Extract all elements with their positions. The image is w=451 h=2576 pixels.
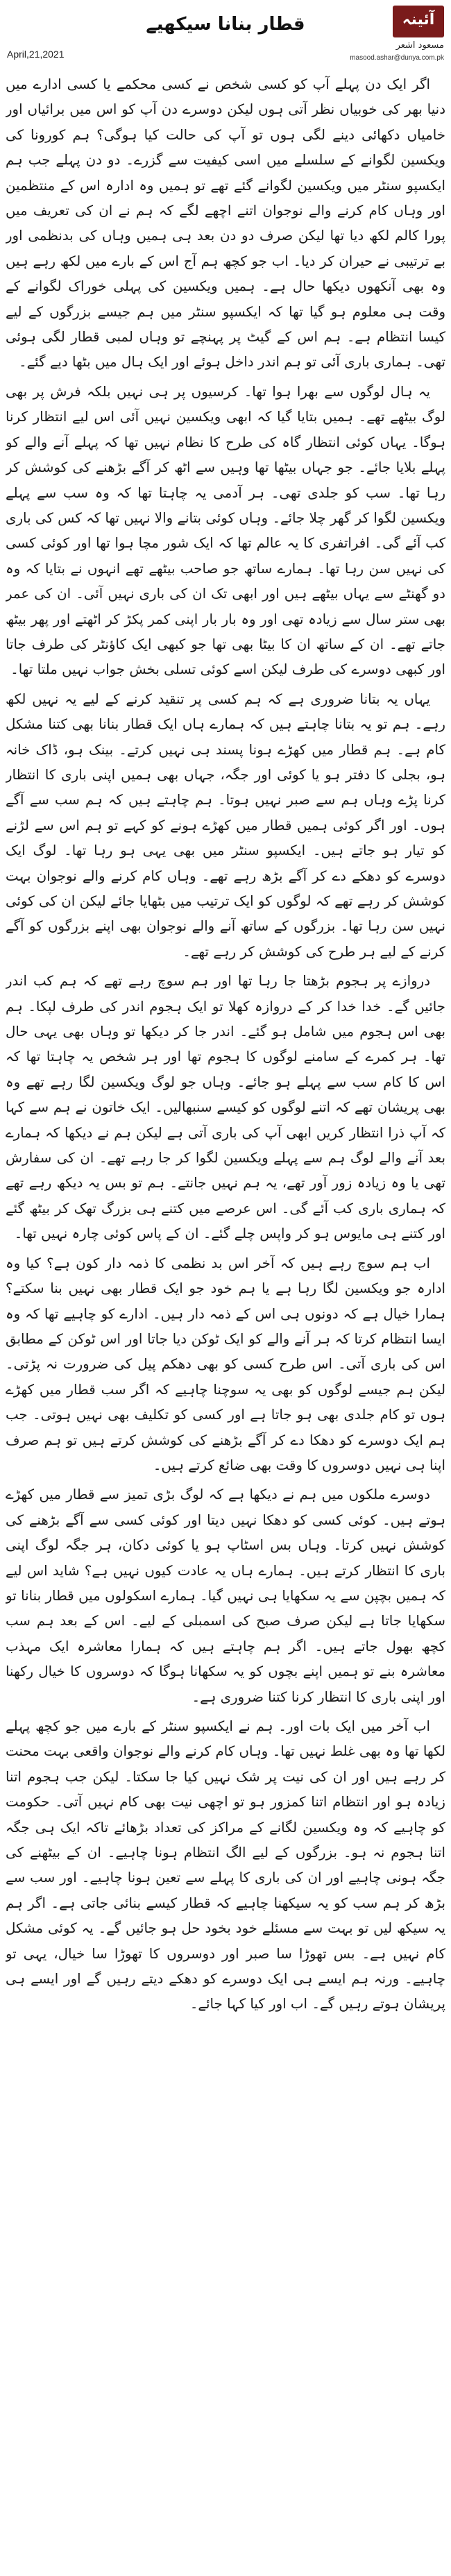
paragraph: یہ ہال لوگوں سے بھرا ہوا تھا۔ کرسیوں پر ہی نہیں بلکہ فرش پر بھی لوگ بیٹھے تھے۔ ہمیں بتایا گیا کہ ابھی ویکسین نہیں آئی اس لیے انتظار کرنا ہوگا۔ یہاں کوئی انتظار گاہ کی طرح کا نظام نہیں تھا کہ پہلے آنے والے کو پہلے بلایا جائے۔ جو جہاں بیٹھا تھا وہیں سے اٹھ کر آگے بڑھنے کی کوشش کر رہا تھا۔ سب کو جلدی تھی۔ ہر آدمی یہ چاہتا تھا کہ وہ سب سے پہلے ویکسین لگوا کر گھر چلا جائے۔ وہاں کوئی بتانے والا نہیں تھا کہ کس کی باری کب آئے گی۔ افراتفری کا یہ عالم تھا کہ ایک شور مچا ہوا تھا اور کوئی کسی کی نہیں سن رہا تھا۔ ہمارے ساتھ جو صاحب بیٹھے تھے انہوں نے بتایا کہ وہ دو گھنٹے سے یہاں بیٹھے ہیں اور ابھی تک ان کی باری نہیں آئی۔ ان کی عمر بھی ستر سال سے زیادہ تھی اور وہ بار بار اپنی کمر پکڑ کر اٹھتے اور پھر بیٹھ جاتے تھے۔ ان کے ساتھ ان کا بیٹا بھی تھا جو کبھی ایک کاؤنٹر کی طرف جاتا اور کبھی دوسرے کی طرف لیکن اسے کوئی تسلی بخش جواب نہیں ملتا تھا۔ [6,383,445,678]
paragraph: دوسرے ملکوں میں ہم نے دیکھا ہے کہ لوگ بڑی تمیز سے قطار میں کھڑے ہوتے ہیں۔ کوئی کسی کو دھکا نہیں دیتا اور کوئی کسی سے آگے بڑھنے کی کوشش نہیں کرتا۔ وہاں بس اسٹاپ ہو یا کوئی دکان، ہر جگہ لوگ اپنی باری کا انتظار کرتے ہیں۔ ہمارے ہاں یہ عادت کیوں نہیں ہے؟ شاید اس لیے کہ ہمیں بچپن سے یہ سکھایا ہی نہیں گیا۔ ہمارے اسکولوں میں قطار بنانا تو سکھایا جاتا ہے لیکن صرف صبح کی اسمبلی کے لیے۔ اس کے بعد ہم سب کچھ بھول جاتے ہیں۔ اگر ہم چاہتے ہیں کہ ہمارا معاشرہ ایک مہذب معاشرہ بنے تو ہمیں اپنے بچوں کو یہ سکھانا ہوگا کہ دوسروں کا خیال رکھنا اور اپنی باری کا انتظار کرنا کتنا ضروری ہے۔ [6,1486,445,1705]
paragraph: یہاں یہ بتانا ضروری ہے کہ ہم کسی پر تنقید کرنے کے لیے یہ نہیں لکھ رہے۔ ہم تو یہ بتانا چاہتے ہیں کہ ہمارے ہاں ایک قطار بنانا بھی کتنا مشکل کام ہے۔ ہم قطار میں کھڑے ہونا پسند ہی نہیں کرتے۔ بینک ہو، ڈاک خانہ ہو، بجلی کا دفتر ہو یا کوئی اور جگہ، جہاں بھی ہمیں اپنی باری کا انتظار کرنا پڑے وہاں ہم سے صبر نہیں ہوتا۔ ہم چاہتے ہیں کہ ہم سب سے آگے ہوں۔ اور اگر کوئی ہمیں قطار میں کھڑے ہونے کو کہے تو ہم اس سے لڑنے کو تیار ہو جاتے ہیں۔ ایکسپو سنٹر میں بھی یہی ہو رہا تھا۔ لوگ ایک دوسرے کو دھکے دے کر آگے بڑھ رہے تھے۔ وہاں کام کرنے والے نوجوان بہت کوشش کر رہے تھے کہ لوگوں کو ایک ترتیب میں بٹھایا جائے لیکن ان کی کوئی نہیں سن رہا تھا۔ بزرگوں کے ساتھ آنے والے نوجوان بھی اپنے بزرگوں کو آگے کرنے کے لیے ہر طرح کی کوشش کر رہے تھے۔ [6,690,445,960]
column-branding [347,6,444,67]
paragraph: اگر ایک دن پہلے آپ کو کسی شخص نے کسی محکمے یا کسی ادارے میں دنیا بھر کی خوبیاں نظر آتی ہوں لیکن دوسرے دن آپ کو اس میں برائیاں اور خامیاں دکھائی دینے لگی ہوں تو آپ کی حالت کیا ہوگی؟ ہم کورونا کی ویکسین لگوانے کے سلسلے میں اسی کیفیت سے گزرے۔ دو دن پہلے جب ہم ایکسپو سنٹر میں ویکسین لگوانے گئے تھے تو ہمیں وہ ادارہ اس کے منتظمین اور وہاں کام کرنے والے نوجوان اتنے اچھے لگے کہ ہم نے ان کی تعریف میں پورا کالم لکھ دیا تھا لیکن صرف دو دن بعد ہی ہمیں وہاں کی بدنظمی اور بے ترتیبی نے حیران کر دیا۔ اب جو کچھ ہم آج اس کے بارے میں لکھ رہے ہیں وہ بھی آنکھوں دیکھا حال ہے۔ ہمیں ویکسین کی پہلی خوراک لگوانے کے وقت ہی معلوم ہو گیا تھا کہ ایکسپو سنٹر میں ہم جیسے بزرگوں کے لیے کیسا انتظام ہے۔ ہم اس کے گیٹ پر پہنچے تو وہاں لمبی قطار لگی ہوئی تھی۔ ہماری باری آئی تو ہم اندر داخل ہوئے اور ایک ہال میں بٹھا دیے گئے۔ [6,76,445,371]
article-body [6,72,445,2568]
publish-date: April,21,2021 [7,49,65,60]
author-email: masood.ashar@dunya.com.pk [350,54,444,62]
paragraph: اب آخر میں ایک بات اور۔ ہم نے ایکسپو سنٹر کے بارے میں جو کچھ پہلے لکھا تھا وہ بھی غلط نہیں تھا۔ وہاں کام کرنے والے نوجوان واقعی بہت محنت کر رہے ہیں اور ان کی نیت پر شک نہیں کیا جا سکتا۔ لیکن جب ہجوم اتنا زیادہ ہو اور انتظام اتنا کمزور ہو تو اچھی نیت بھی کام نہیں آتی۔ حکومت کو چاہیے کہ وہ ویکسین لگانے کے مراکز کی تعداد بڑھائے تاکہ ایک ہی جگہ اتنا ہجوم نہ ہو۔ بزرگوں کے لیے الگ انتظام ہونا چاہیے۔ ان کے بیٹھنے کی جگہ ہونی چاہیے اور ان کی باری کا پہلے سے تعین ہونا چاہیے۔ اور سب سے بڑھ کر ہم سب کو یہ سیکھنا چاہیے کہ قطار کیسے بنائی جاتی ہے۔ اگر ہم یہ سیکھ لیں تو بہت سے مسئلے خود بخود حل ہو جائیں گے۔ یہ کوئی مشکل کام نہیں ہے۔ بس تھوڑا سا صبر اور دوسروں کا تھوڑا سا خیال، یہی تو چاہیے۔ ورنہ ہم ایسے ہی ایک دوسرے کو دھکے دیتے رہیں گے اور ایسے ہی پریشان ہوتے رہیں گے۔ اب اور کیا کہا جائے۔ [6,1718,445,2012]
column-logo [393,6,444,37]
author-name: مسعود اشعر [395,40,444,51]
column-logo-text: آئینہ [402,11,435,28]
paragraph: اب ہم سوچ رہے ہیں کہ آخر اس بد نظمی کا ذمہ دار کون ہے؟ کیا وہ ادارہ جو ویکسین لگا رہا ہے یا ہم خود جو ایک قطار بھی نہیں بنا سکتے؟ ہمارا خیال ہے کہ دونوں ہی اس کے ذمہ دار ہیں۔ ادارے کو چاہیے تھا کہ وہ ایسا انتظام کرتا کہ ہر آنے والے کو ایک ٹوکن دیا جاتا اور اس ٹوکن کے مطابق اس کی باری آتی۔ اس طرح کسی کو بھی دھکم پیل کی ضرورت نہ پڑتی۔ لیکن ہم جیسے لوگوں کو بھی یہ سوچنا چاہیے کہ اگر سب قطار میں کھڑے ہوں تو کام جلدی بھی ہو جاتا ہے اور کسی کو تکلیف بھی نہیں ہوتی۔ جب ہم ایک دوسرے کو دھکا دے کر آگے بڑھنے کی کوشش کرتے ہیں تو ہم صرف اپنا ہی نہیں دوسروں کا وقت بھی ضائع کرتے ہیں۔ [6,1255,445,1473]
paragraph: دروازے پر ہجوم بڑھتا جا رہا تھا اور ہم سوچ رہے تھے کہ ہم کب اندر جائیں گے۔ خدا خدا کر کے دروازہ کھلا تو ایک ہجوم اندر کی طرف لپکا۔ ہم بھی اس ہجوم میں شامل ہو گئے۔ اندر جا کر دیکھا تو وہاں بھی یہی حال تھا۔ ہر کمرے کے سامنے لوگوں کا ہجوم تھا اور ہر شخص یہ چاہتا تھا کہ اس کا کام سب سے پہلے ہو جائے۔ وہاں جو لوگ ویکسین لگا رہے تھے وہ بھی پریشان تھے کہ اتنے لوگوں کو کیسے سنبھالیں۔ ایک خاتون نے ہم سے کہا کہ آپ ذرا انتظار کریں ابھی آپ کی باری آتی ہے لیکن ہم نے دیکھا کہ ہمارے بعد آنے والے لوگ ہم سے پہلے ویکسین لگوا کر جا رہے تھے۔ ان کی سفارش تھی یا وہ زیادہ زور آور تھے، یہ ہم نہیں جانتے۔ ہم تو بس یہ دیکھ رہے تھے کہ ہماری باری کب آئے گی۔ اس عرصے میں کتنے ہی بزرگ تھک کر بیٹھ گئے اور کتنے ہی مایوس ہو کر واپس چلے گئے۔ ان کے پاس کوئی چارہ نہیں تھا۔ [6,973,445,1242]
column-header [0,0,451,69]
column-title: قطار بنانا سیکھیے [146,14,305,35]
